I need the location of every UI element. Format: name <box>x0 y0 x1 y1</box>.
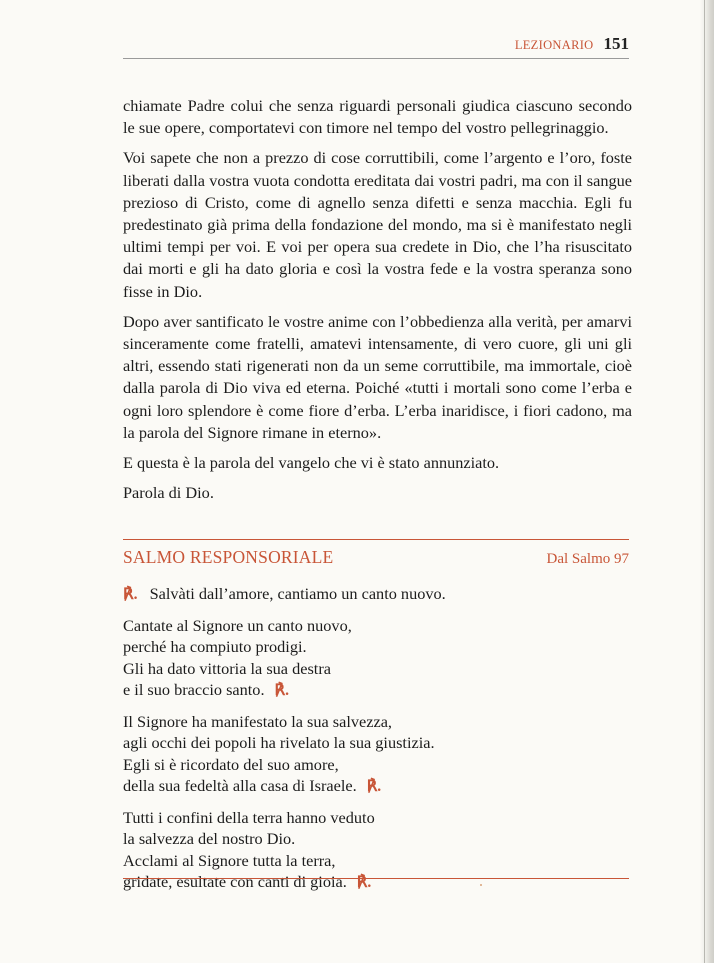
psalm-body <box>123 583 629 903</box>
psalm-heading <box>123 547 629 568</box>
reading-closing: Parola di Dio. <box>123 483 214 503</box>
psalm-stanza <box>123 807 629 894</box>
stanza-line: Cantate al Signore un canto nuovo, <box>123 615 352 635</box>
stanza-line-last <box>123 871 629 894</box>
refrain-text: Salvàti dall’amore, cantiamo un canto nuovo. <box>149 584 446 603</box>
psalm-divider-bottom <box>123 878 629 879</box>
psalm-divider-top <box>123 539 629 540</box>
stanza-line-text: e il suo braccio santo. <box>123 680 265 699</box>
psalm-title: SALMO RESPONSORIALE <box>123 547 334 567</box>
print-speck <box>480 884 482 886</box>
reading-paragraph: Voi sapete che non a prezzo di cose corruttibili, come l’argento e l’oro, foste liberati dalla vostra vuota condotta ereditata dai vostri padri, ma con il sangue prezioso di Cristo, come di agnello senza difetti e senza macchia. Egli fu predestinato già prima della fondazione del mondo, ma si è manifestato negli ultimi tempi per voi. E voi per opera sua credete in Dio, che l’ha risuscitato dai morti e gli ha dato gloria e così la vostra fede e la vostra speranza sono fisse in Dio. <box>123 148 632 301</box>
header-divider <box>123 58 629 59</box>
stanza-line: Gli ha dato vittoria la sua destra <box>123 658 331 678</box>
psalm-refrain <box>123 583 629 606</box>
reading-paragraph: E questa è la parola del vangelo che vi è stato annunziato. <box>123 453 500 473</box>
reading-paragraph: Dopo aver santificato le vostre anime con l’obbedienza alla verità, per amarvi sinceramente come fratelli, amatevi intensamente, di vero cuore, gli uni gli altri, essendo stati rigenerati non da un seme corruttibile, ma immortale, cioè dalla parola di Dio viva ed eterna. Poiché «tutti i mortali sono come l’erba e ogni loro splendore è come fiore d’erba. L’erba inaridisce, i fiori cadono, ma la parola del Signore rimane in eterno». <box>123 311 632 442</box>
stanza-line-last <box>123 679 629 702</box>
response-symbol: ℟. <box>356 874 372 891</box>
stanza-line: perché ha compiuto prodigi. <box>123 637 307 656</box>
psalm-source: Dal Salmo 97 <box>546 551 629 567</box>
psalm-stanza <box>123 615 629 702</box>
response-symbol: ℟. <box>366 778 382 795</box>
stanza-line-text: gridate, esultate con canti di gioia. <box>123 872 347 891</box>
stanza-line: agli occhi dei popoli ha rivelato la sua giustizia. <box>123 733 435 752</box>
stanza-line: Il Signore ha manifestato la sua salvezza, <box>123 711 392 731</box>
stanza-line-text: della sua fedeltà alla casa di Israele. <box>123 776 357 795</box>
page-gutter-shadow <box>700 0 714 963</box>
psalm-stanza <box>123 711 629 798</box>
page-gutter-edge <box>704 0 705 963</box>
running-header <box>123 34 629 56</box>
stanza-line-last <box>123 775 629 798</box>
running-header-title: LEZIONARIO <box>514 38 594 52</box>
response-symbol: ℟. <box>274 682 289 699</box>
stanza-line: la salvezza del nostro Dio. <box>123 829 296 848</box>
response-symbol: ℟. <box>123 586 138 603</box>
stanza-line: Tutti i confini della terra hanno veduto <box>123 807 375 827</box>
page-number: 151 <box>603 34 629 53</box>
reading-text <box>123 95 632 512</box>
stanza-line: Acclami al Signore tutta la terra, <box>123 850 336 870</box>
stanza-line: Egli si è ricordato del suo amore, <box>123 754 339 774</box>
reading-paragraph: chiamate Padre colui che senza riguardi personali giudica ciascuno secondo le sue opere, comportatevi con timore nel tempo del vostro pellegrinaggio. <box>123 96 632 138</box>
